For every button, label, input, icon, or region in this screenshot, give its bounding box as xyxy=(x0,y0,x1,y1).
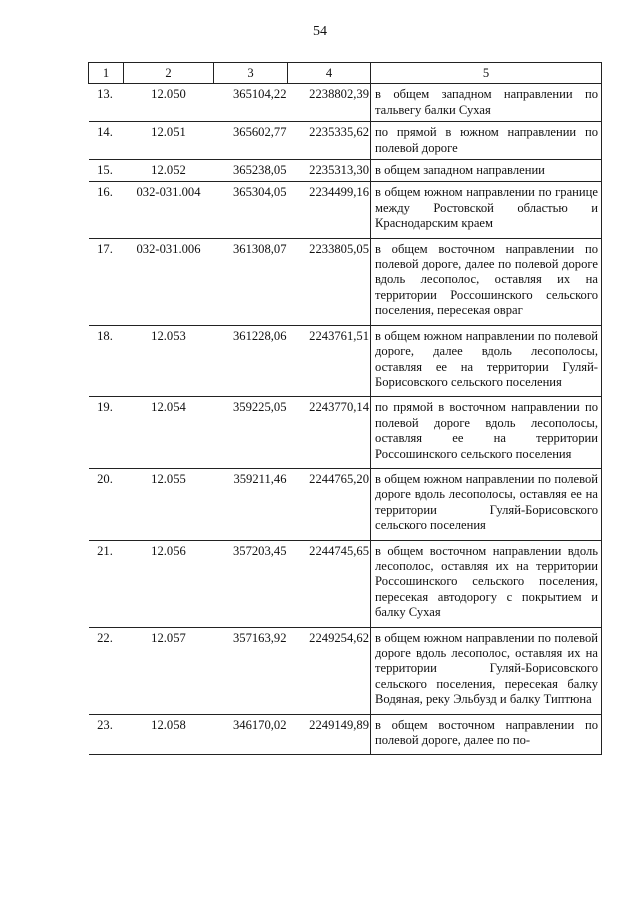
table-row xyxy=(89,468,602,540)
table-body xyxy=(89,84,602,755)
row-number: 18. xyxy=(89,325,124,397)
row-number: 17. xyxy=(89,238,124,325)
boundary-description: в общем западном направлении xyxy=(371,160,602,182)
point-id: 12.054 xyxy=(124,397,214,469)
row-number: 20. xyxy=(89,468,124,540)
table-row xyxy=(89,160,602,182)
table-row xyxy=(89,122,602,160)
coord-x: 365602,77 xyxy=(214,122,288,160)
point-id: 12.056 xyxy=(124,540,214,627)
coord-x: 361308,07 xyxy=(214,238,288,325)
table-row xyxy=(89,714,602,755)
table-row xyxy=(89,325,602,397)
point-id: 12.058 xyxy=(124,714,214,755)
row-number: 13. xyxy=(89,84,124,122)
boundary-description: в общем южном направлении по полевой дороге вдоль лесополос, оставляя их на территории Гуляй-Борисовского сельского поселения, пересекая балку Водяная, реку Эльбузд и балку Типтюна xyxy=(371,627,602,714)
point-id: 032-031.004 xyxy=(124,182,214,238)
header-col-1: 1 xyxy=(89,63,124,84)
row-number: 14. xyxy=(89,122,124,160)
coord-y: 2233805,05 xyxy=(288,238,371,325)
row-number: 21. xyxy=(89,540,124,627)
page-number: 54 xyxy=(313,24,327,39)
row-number: 16. xyxy=(89,182,124,238)
table-row xyxy=(89,182,602,238)
coord-y: 2235313,30 xyxy=(288,160,371,182)
coord-x: 357203,45 xyxy=(214,540,288,627)
header-row xyxy=(89,63,602,84)
coord-y: 2238802,39 xyxy=(288,84,371,122)
boundary-description: в общем южном направлении по границе между Ростовской областью и Краснодарским краем xyxy=(371,182,602,238)
coord-y: 2243761,51 xyxy=(288,325,371,397)
coord-x: 359225,05 xyxy=(214,397,288,469)
coord-x: 365104,22 xyxy=(214,84,288,122)
coord-y: 2244745,65 xyxy=(288,540,371,627)
point-id: 12.055 xyxy=(124,468,214,540)
coord-x: 365238,05 xyxy=(214,160,288,182)
coord-y: 2243770,14 xyxy=(288,397,371,469)
point-id: 12.051 xyxy=(124,122,214,160)
coord-x: 365304,05 xyxy=(214,182,288,238)
boundary-description: в общем южном направлении по полевой дороге, далее вдоль лесополосы, оставляя ее на территории Гуляй-Борисовского сельского поселения xyxy=(371,325,602,397)
point-id: 12.057 xyxy=(124,627,214,714)
boundary-description: в общем восточном направлении по полевой дороге, далее по полевой дороге вдоль лесополос, оставляя их на территории Россошинского сельского поселения, пересекая овраг xyxy=(371,238,602,325)
point-id: 12.053 xyxy=(124,325,214,397)
table-header xyxy=(89,63,602,84)
header-col-4: 4 xyxy=(288,63,371,84)
point-id: 032-031.006 xyxy=(124,238,214,325)
header-col-2: 2 xyxy=(124,63,214,84)
table-row xyxy=(89,540,602,627)
boundary-description: в общем западном направлении по тальвегу балки Сухая xyxy=(371,84,602,122)
coord-x: 357163,92 xyxy=(214,627,288,714)
table-row xyxy=(89,84,602,122)
boundary-description: в общем восточном направлении вдоль лесополос, оставляя их на территории Россошинского сельского поселения, пересекая автодорогу с покрытием и балку Сухая xyxy=(371,540,602,627)
coord-y: 2235335,62 xyxy=(288,122,371,160)
coord-x: 361228,06 xyxy=(214,325,288,397)
row-number: 19. xyxy=(89,397,124,469)
coord-y: 2234499,16 xyxy=(288,182,371,238)
boundary-description: в общем восточном направлении по полевой дороге, далее по по- xyxy=(371,714,602,755)
point-id: 12.052 xyxy=(124,160,214,182)
coord-y: 2244765,20 xyxy=(288,468,371,540)
row-number: 22. xyxy=(89,627,124,714)
table-row xyxy=(89,397,602,469)
coord-x: 359211,46 xyxy=(214,468,288,540)
boundary-description: по прямой в восточном направлении по полевой дороге вдоль лесополосы, оставляя ее на территории Россошинского сельского поселения xyxy=(371,397,602,469)
point-id: 12.050 xyxy=(124,84,214,122)
table-row xyxy=(89,238,602,325)
coord-y: 2249149,89 xyxy=(288,714,371,755)
coord-y: 2249254,62 xyxy=(288,627,371,714)
header-col-3: 3 xyxy=(214,63,288,84)
boundary-table xyxy=(88,62,602,755)
header-col-5: 5 xyxy=(371,63,602,84)
coord-x: 346170,02 xyxy=(214,714,288,755)
row-number: 15. xyxy=(89,160,124,182)
row-number: 23. xyxy=(89,714,124,755)
table-row xyxy=(89,627,602,714)
boundary-description: в общем южном направлении по полевой дороге вдоль лесополосы, оставляя ее на территории Гуляй-Борисовского сельского поселения xyxy=(371,468,602,540)
boundary-description: по прямой в южном направлении по полевой дороге xyxy=(371,122,602,160)
